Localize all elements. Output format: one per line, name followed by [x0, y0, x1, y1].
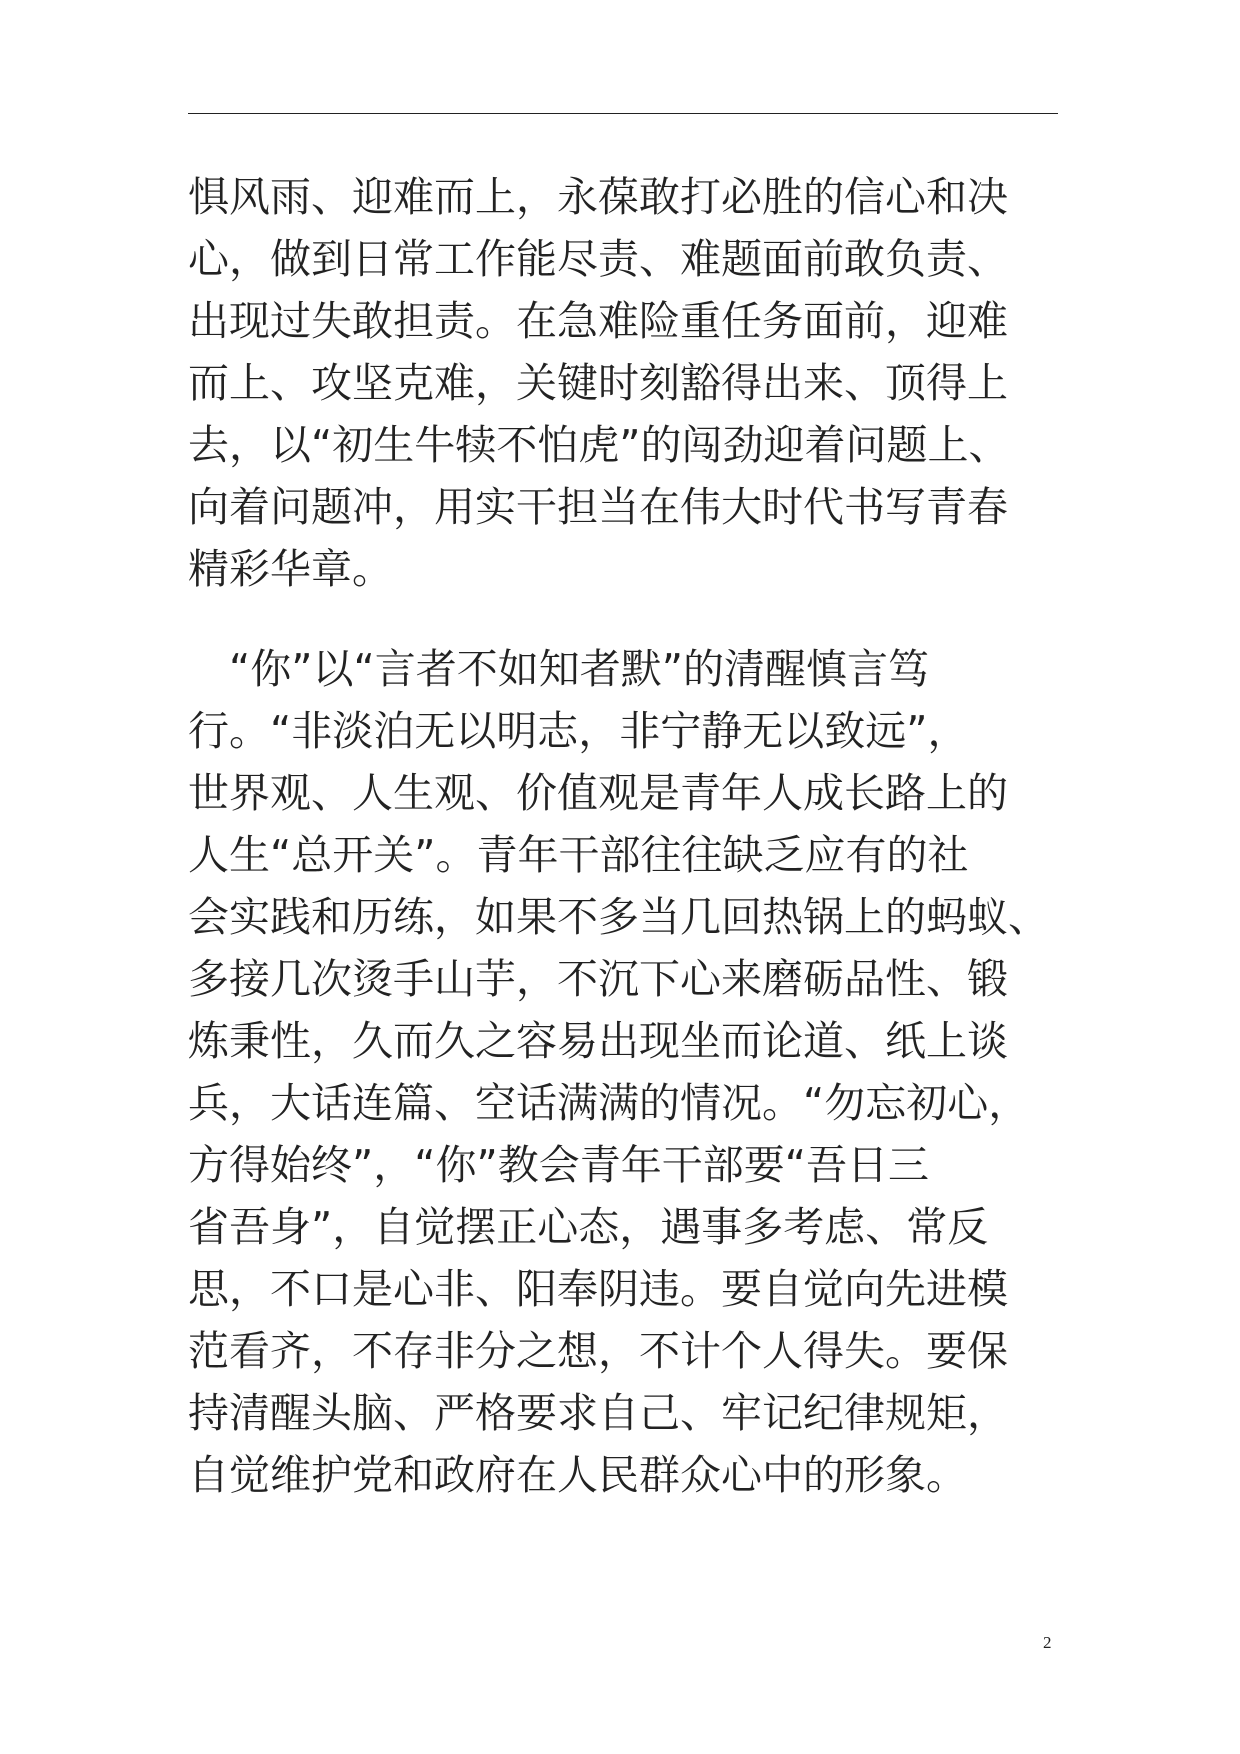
text-line: 方得始终”，“你”教会青年干部要“吾日三	[188, 1141, 929, 1189]
text-line: 心，做到日常工作能尽责、难题面前敢负责、	[188, 235, 1008, 283]
paragraph-2	[188, 638, 1063, 1506]
text-line: 去，以“初生牛犊不怕虎”的闯劲迎着问题上、	[188, 421, 1010, 469]
text-line: 思，不口是心非、阳奉阴违。要自觉向先进模	[188, 1265, 1008, 1313]
text-line: 多接几次烫手山芋，不沉下心来磨砺品性、锻	[188, 955, 1008, 1003]
text-line: 省吾身”，自觉摆正心态，遇事多考虑、常反	[188, 1203, 989, 1251]
text-line: 世界观、人生观、价值观是青年人成长路上的	[188, 769, 1008, 817]
text-line: “你”以“言者不如知者默”的清醒慎言笃	[188, 645, 929, 693]
text-line: 会实践和历练，如果不多当几回热锅上的蚂蚁、	[188, 893, 1049, 941]
text-line: 持清醒头脑、严格要求自己、牢记纪律规矩，	[188, 1389, 1008, 1437]
text-line: 自觉维护党和政府在人民群众心中的形象。	[188, 1451, 967, 1499]
paragraph-spacer	[188, 600, 1063, 638]
page-number: 2	[1043, 1633, 1052, 1652]
text-line: 精彩华章。	[188, 545, 393, 593]
paragraph-1	[188, 166, 1063, 600]
header-rule	[188, 113, 1058, 114]
text-line: 惧风雨、迎难而上，永葆敢打必胜的信心和决	[188, 173, 1008, 221]
text-line: 行。“非淡泊无以明志，非宁静无以致远”，	[188, 707, 969, 755]
text-line: 人生“总开关”。青年干部往往缺乏应有的社	[188, 831, 969, 879]
text-line: 而上、攻坚克难，关键时刻豁得出来、顶得上	[188, 359, 1008, 407]
text-line: 范看齐，不存非分之想，不计个人得失。要保	[188, 1327, 1008, 1375]
text-line: 出现过失敢担责。在急难险重任务面前，迎难	[188, 297, 1008, 345]
text-line: 兵，大话连篇、空话满满的情况。“勿忘初心，	[188, 1079, 1030, 1127]
text-line: 炼秉性，久而久之容易出现坐而论道、纸上谈	[188, 1017, 1008, 1065]
text-line: 向着问题冲，用实干担当在伟大时代书写青春	[188, 483, 1008, 531]
body-text	[188, 166, 1063, 1506]
